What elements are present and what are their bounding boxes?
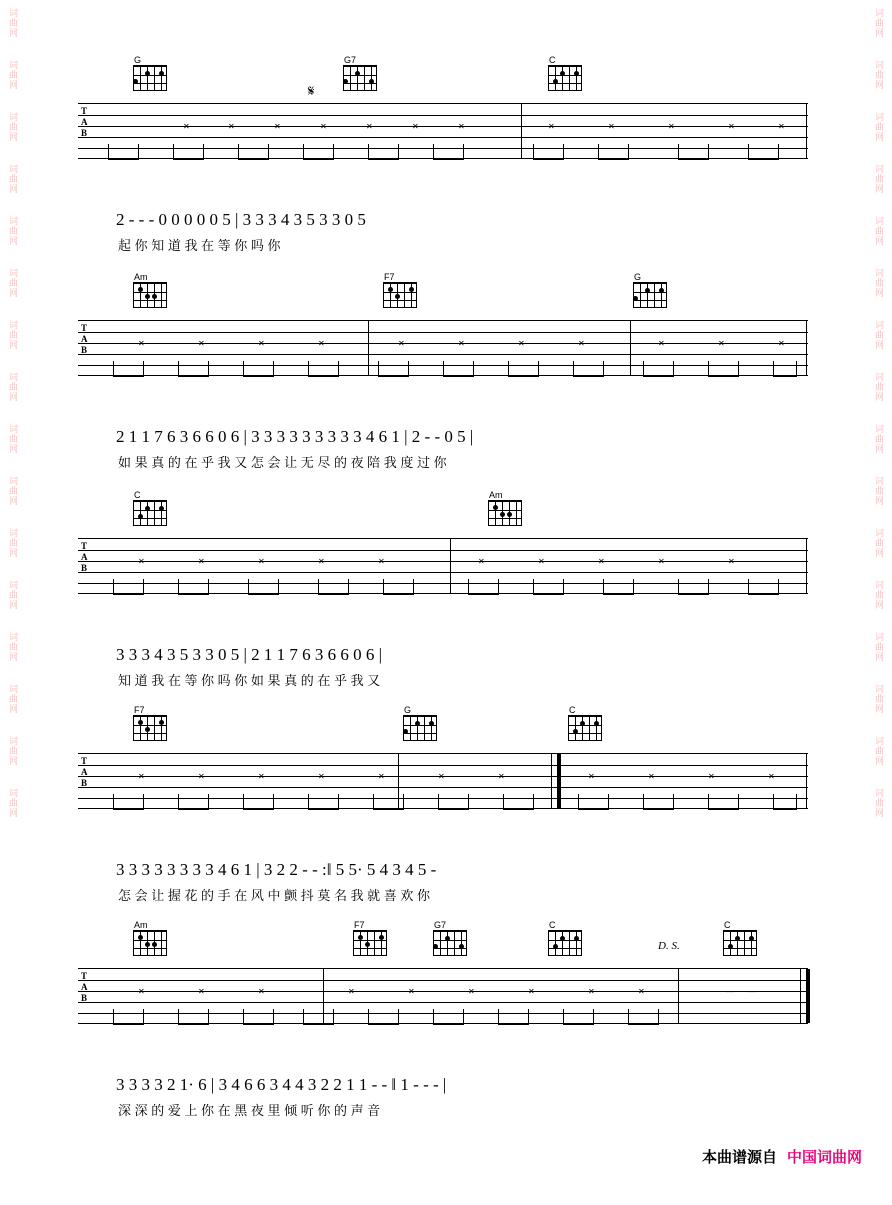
lyric-row: [78, 885, 808, 905]
numbered-notation-row: [78, 427, 808, 449]
chord-diagram-C-final: [723, 920, 763, 956]
tablature-staff: T A B ✕ ✕ ✕ ✕ ✕ ✕ ✕ ✕ ✕ — —: [78, 968, 808, 1024]
watermark-text: 词曲网: [8, 476, 18, 506]
chord-grid: [133, 282, 167, 308]
lyric-line: 知 道 我 在 等 你 吗 你 如 果 真 的 在 乎 我 又: [118, 673, 381, 688]
chord-diagram-G: [403, 705, 443, 741]
note: 3 3 3 3 2 1· 6 | 3 4 6 6 3 4 4 3 2 2 1 1 - - ‖ 1 - - - |: [116, 1075, 447, 1094]
chord-name: C: [134, 490, 141, 500]
watermark-column-left: [2, 0, 24, 1205]
chord-diagram-Am: [133, 920, 173, 956]
footer-credit: [702, 1146, 862, 1167]
tab-clef: T A B: [81, 756, 88, 788]
chord-name: F7: [354, 920, 365, 930]
chord-diagram-Am: [488, 490, 528, 526]
watermark-text: 词曲网: [874, 372, 884, 402]
chord-name: C: [549, 920, 556, 930]
lyric-line: 起 你 知 道 我 在 等 你 吗 你: [118, 238, 281, 253]
footer-prefix: 本曲谱源自: [701, 1149, 777, 1166]
watermark-text: 词曲网: [874, 60, 884, 90]
watermark-text: 词曲网: [8, 60, 18, 90]
chord-grid: [633, 282, 667, 308]
chord-diagram-Am: [133, 272, 173, 308]
chord-name: F7: [384, 272, 395, 282]
chord-grid: [433, 930, 467, 956]
chord-diagram-G: [633, 272, 673, 308]
watermark-text: 词曲网: [8, 112, 18, 142]
chord-grid: [133, 65, 167, 91]
watermark-text: 词曲网: [874, 268, 884, 298]
chord-grid: [343, 65, 377, 91]
chord-diagram-C: [568, 705, 608, 741]
chord-diagram-C: [548, 920, 588, 956]
lyric-line: 深 深 的 爱 上 你 在 黑 夜 里 倾 听 你 的 声 音: [118, 1103, 381, 1118]
chord-name: F7: [134, 705, 145, 715]
watermark-text: 词曲网: [8, 424, 18, 454]
tab-clef: T A B: [81, 541, 88, 573]
chord-diagram-G7: [433, 920, 473, 956]
watermark-text: 词曲网: [874, 632, 884, 662]
chord-diagram-F7: [133, 705, 173, 741]
note: 3 3 3 4 3 5 3 3 0 5 | 2 1 1 7 6 3 6 6 0 6 |: [116, 645, 383, 664]
chord-grid: [568, 715, 602, 741]
chord-grid: [548, 930, 582, 956]
chord-diagram-C: [133, 490, 173, 526]
watermark-text: 词曲网: [8, 684, 18, 714]
chord-name: C: [569, 705, 576, 715]
lyric-row: [78, 1100, 808, 1120]
watermark-text: 词曲网: [874, 580, 884, 610]
chord-grid: [353, 930, 387, 956]
chord-name: C: [724, 920, 731, 930]
chord-grid: [133, 715, 167, 741]
numbered-notation-row: [78, 1075, 808, 1097]
ds-marking: D. S.: [658, 940, 680, 952]
note: 2 - - - 0 0 0 0 0 5 | 3 3 3 4 3 5 3 3 0 5: [116, 210, 366, 229]
watermark-text: 词曲网: [874, 216, 884, 246]
watermark-text: 词曲网: [874, 112, 884, 142]
watermark-text: 词曲网: [8, 268, 18, 298]
chord-name: Am: [134, 272, 148, 282]
tablature-staff: T A B ✕ ✕ ✕ ✕ ✕ ✕ ✕ ✕ ✕ ✕: [78, 538, 808, 594]
tab-clef: T A B: [81, 971, 88, 1003]
chord-grid: [488, 500, 522, 526]
chord-name: Am: [134, 920, 148, 930]
tablature-staff: T A B ✕ ✕ ✕ ✕ ✕ ✕ ✕ ✕ ✕ ✕ ✕: [78, 320, 808, 376]
watermark-text: 词曲网: [8, 788, 18, 818]
chord-diagram-F7: [383, 272, 423, 308]
watermark-column-right: [868, 0, 890, 1205]
watermark-text: 词曲网: [8, 8, 18, 38]
watermark-text: 词曲网: [874, 164, 884, 194]
watermark-text: 词曲网: [8, 580, 18, 610]
tablature-staff: T A B ✕ ✕ ✕ ✕ ✕ ✕ ✕ ✕ ✕ ✕ ✕: [78, 753, 808, 809]
watermark-text: 词曲网: [874, 424, 884, 454]
note: 2 1 1 7 6 3 6 6 0 6 | 3 3 3 3 3 3 3 3 3 4 6 1 | 2 - - 0 5 |: [116, 427, 474, 446]
watermark-text: 词曲网: [874, 8, 884, 38]
chord-grid: [383, 282, 417, 308]
watermark-text: 词曲网: [874, 528, 884, 558]
segno-icon: 𝄋: [308, 84, 315, 100]
chord-diagram-G7: [343, 55, 383, 91]
numbered-notation-row: [78, 860, 808, 882]
numbered-notation-row: [78, 210, 808, 232]
watermark-text: 词曲网: [8, 528, 18, 558]
lyric-row: [78, 235, 808, 255]
watermark-text: 词曲网: [8, 372, 18, 402]
chord-name: G7: [434, 920, 447, 930]
chord-grid: [133, 500, 167, 526]
watermark-text: 词曲网: [874, 476, 884, 506]
lyric-row: [78, 452, 808, 472]
watermark-text: 词曲网: [8, 320, 18, 350]
watermark-text: 词曲网: [8, 164, 18, 194]
chord-name: G: [134, 55, 142, 65]
numbered-notation-row: [78, 645, 808, 667]
chord-name: G7: [344, 55, 357, 65]
chord-name: G: [634, 272, 642, 282]
chord-diagram-F7: [353, 920, 393, 956]
watermark-text: 词曲网: [8, 632, 18, 662]
watermark-text: 词曲网: [874, 788, 884, 818]
lyric-line: 如 果 真 的 在 乎 我 又 怎 会 让 无 尽 的 夜 陪 我 度 过 你: [118, 455, 447, 470]
watermark-text: 词曲网: [874, 736, 884, 766]
watermark-text: 词曲网: [874, 684, 884, 714]
tab-clef: T A B: [81, 323, 88, 355]
chord-grid: [133, 930, 167, 956]
watermark-text: 词曲网: [8, 216, 18, 246]
lyric-line: 怎 会 让 握 花 的 手 在 风 中 颤 抖 莫 名 我 就 喜 欢 你: [118, 888, 431, 903]
chord-diagram-G: [133, 55, 173, 91]
chord-grid: [723, 930, 757, 956]
tab-clef: T A B: [81, 106, 88, 138]
footer-site-name: 中国词曲网: [786, 1149, 862, 1166]
chord-grid: [403, 715, 437, 741]
chord-name: C: [549, 55, 556, 65]
chord-name: Am: [489, 490, 503, 500]
chord-grid: [548, 65, 582, 91]
chord-diagram-C: [548, 55, 588, 91]
chord-name: G: [404, 705, 412, 715]
lyric-row: [78, 670, 808, 690]
watermark-text: 词曲网: [874, 320, 884, 350]
note: 3 3 3 3 3 3 3 3 4 6 1 | 3 2 2 - - :‖ 5 5· 5 4 3 4 5 -: [116, 860, 437, 879]
watermark-text: 词曲网: [8, 736, 18, 766]
tablature-staff: T A B ✕ ✕ ✕ ✕ ✕ ✕ ✕ ✕ ✕ ✕ ✕ ✕: [78, 103, 808, 159]
